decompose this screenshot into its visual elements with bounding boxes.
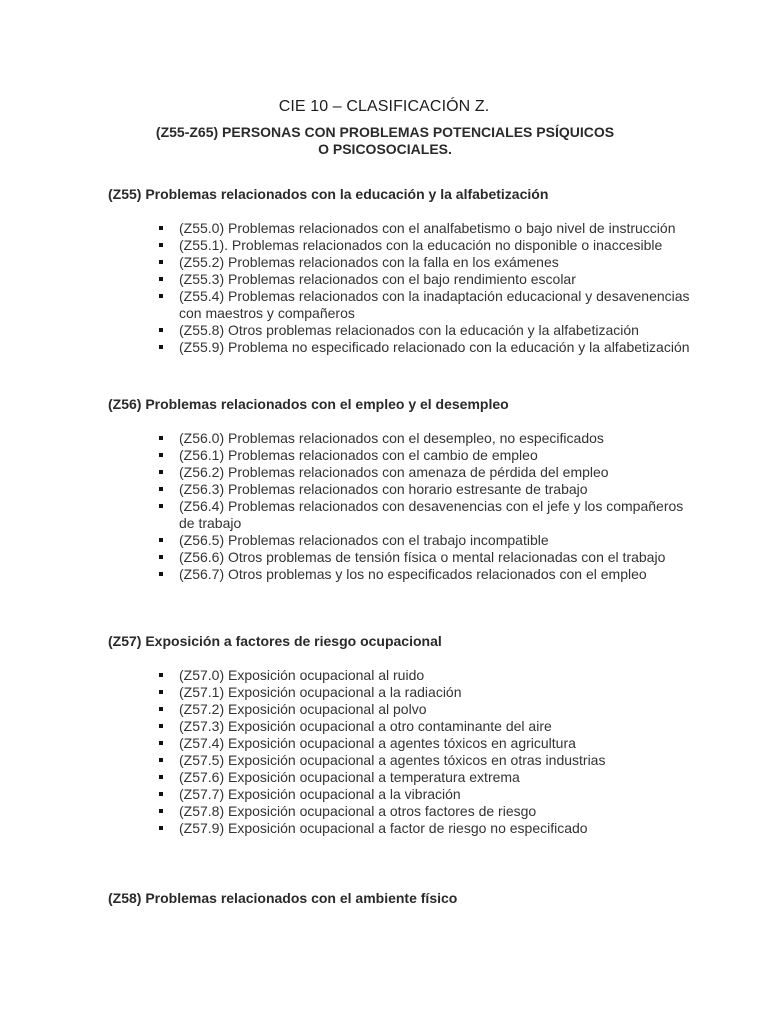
list-item-text: (Z55.2) Problemas relacionados con la falla en los exámenes [179,254,559,270]
list-item [179,322,699,339]
list-item [179,498,699,532]
bullet-icon [159,724,163,728]
bullet-icon [159,436,163,440]
list-item [179,271,699,288]
list-item-text: (Z55.0) Problemas relacionados con el analfabetismo o bajo nivel de instrucción [179,220,676,236]
bullet-icon [159,690,163,694]
section-z58 [108,890,708,907]
section-z57 [108,633,708,837]
list-item [179,447,699,464]
list-item-text: (Z55.8) Otros problemas relacionados con la educación y la alfabetización [179,322,639,338]
bullet-icon [159,260,163,264]
list-item-text: (Z57.0) Exposición ocupacional al ruido [179,667,425,683]
bullet-icon [159,328,163,332]
item-list [108,430,699,583]
list-item-text: (Z55.3) Problemas relacionados con el bajo rendimiento escolar [179,271,576,287]
list-item [179,339,699,356]
item-list [108,220,699,356]
bullet-icon [159,243,163,247]
list-item-text: (Z57.7) Exposición ocupacional a la vibración [179,786,461,802]
list-item [179,549,699,566]
bullet-icon [159,775,163,779]
list-item-text: (Z56.0) Problemas relacionados con el desempleo, no especificados [179,430,604,446]
section-heading: (Z56) Problemas relacionados con el empleo y el desempleo [108,396,509,412]
list-item [179,820,699,837]
list-item [179,237,699,254]
bullet-icon [159,345,163,349]
bullet-icon [159,758,163,762]
list-item [179,430,699,447]
list-item [179,786,699,803]
bullet-icon [159,741,163,745]
list-item [179,735,699,752]
list-item-text: (Z56.1) Problemas relacionados con el cambio de empleo [179,447,538,463]
list-item-text: (Z57.5) Exposición ocupacional a agentes tóxicos en otras industrias [179,752,606,768]
list-item [179,718,699,735]
list-item [179,464,699,481]
bullet-icon [159,277,163,281]
list-item-text: (Z56.2) Problemas relacionados con amenaza de pérdida del empleo [179,464,609,480]
list-item-text: (Z56.4) Problemas relacionados con desavenencias con el jefe y los compañeros de trabajo [179,498,684,531]
list-item-text: (Z57.2) Exposición ocupacional al polvo [179,701,427,717]
list-item-text: (Z56.6) Otros problemas de tensión física o mental relacionadas con el trabajo [179,549,666,565]
list-item [179,803,699,820]
list-item [179,667,699,684]
list-item-text: (Z57.9) Exposición ocupacional a factor de riesgo no especificado [179,820,588,836]
bullet-icon [159,226,163,230]
section-heading: (Z58) Problemas relacionados con el ambiente físico [108,890,458,906]
list-item [179,769,699,786]
document-subtitle: (Z55-Z65) PERSONAS CON PROBLEMAS POTENCIALES PSÍQUICOS O PSICOSOCIALES. [155,124,615,157]
list-item [179,566,699,583]
section-z56 [108,396,708,583]
bullet-icon [159,572,163,576]
bullet-icon [159,470,163,474]
list-item-text: (Z56.3) Problemas relacionados con horario estresante de trabajo [179,481,588,497]
bullet-icon [159,487,163,491]
list-item [179,701,699,718]
list-item-text: (Z57.4) Exposición ocupacional a agentes tóxicos en agricultura [179,735,576,751]
bullet-icon [159,538,163,542]
list-item-text: (Z57.3) Exposición ocupacional a otro contaminante del aire [179,718,552,734]
list-item [179,532,699,549]
list-item-text: (Z55.1). Problemas relacionados con la educación no disponible o inaccesible [179,237,663,253]
list-item [179,481,699,498]
section-z55 [108,186,708,356]
section-heading: (Z55) Problemas relacionados con la educación y la alfabetización [108,186,549,202]
bullet-icon [159,555,163,559]
bullet-icon [159,707,163,711]
list-item-text: (Z57.6) Exposición ocupacional a temperatura extrema [179,769,520,785]
list-item [179,254,699,271]
bullet-icon [159,792,163,796]
list-item [179,752,699,769]
list-item-text: (Z56.5) Problemas relacionados con el trabajo incompatible [179,532,549,548]
list-item [179,220,699,237]
item-list [108,667,699,837]
list-item-text: (Z56.7) Otros problemas y los no especificados relacionados con el empleo [179,566,647,582]
bullet-icon [159,453,163,457]
bullet-icon [159,504,163,508]
section-heading: (Z57) Exposición a factores de riesgo ocupacional [108,633,442,649]
list-item-text: (Z57.1) Exposición ocupacional a la radiación [179,684,462,700]
bullet-icon [159,294,163,298]
bullet-icon [159,826,163,830]
list-item-text: (Z57.8) Exposición ocupacional a otros factores de riesgo [179,803,537,819]
list-item-text: (Z55.4) Problemas relacionados con la inadaptación educacional y desavenencias con maestros y compañeros [179,288,690,321]
list-item [179,288,699,322]
list-item [179,684,699,701]
bullet-icon [159,673,163,677]
bullet-icon [159,809,163,813]
document-title: CIE 10 – CLASIFICACIÓN Z. [278,98,490,115]
list-item-text: (Z55.9) Problema no especificado relacionado con la educación y la alfabetización [179,339,690,355]
